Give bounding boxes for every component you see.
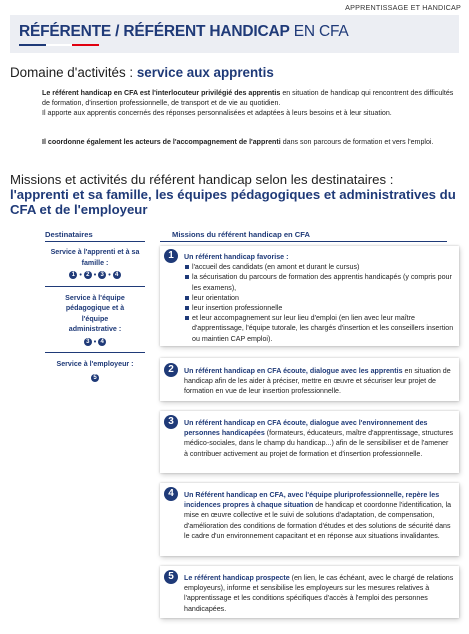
title-band [10,15,459,53]
mission-card-4-bold: Un Référent handicap en CFA, avec l'équipe pluriprofessionnelle, repère les incidences propres à chaque situation [184,491,440,510]
mission-card-2-bold: Un référent handicap en CFA écoute, dialogue avec les apprentis [184,367,403,375]
list-item: l'accueil des candidats (en amont et durant le cursus) [184,262,454,272]
destinataire-equipe-label: Service à l'équipe pédagogique et à l'équipe administrative : [65,293,125,333]
domain-heading-lead: Domaine d'activités : [10,65,137,80]
domain-p3-bold: Il coordonne également les acteurs de l'accompagnement de l'apprenti [42,138,281,146]
domain-paragraph-2: Il apporte aux apprentis concernés des réponses personnalisées et adaptées à leurs besoins et à leur situation. [42,109,392,117]
list-item: leur insertion professionnelle [184,303,454,313]
number-dot: 3 [84,338,92,346]
column-header-destinataires-label: Destinataires [45,230,93,239]
mission-card-2-rest: en situation de handicap afin de les aider à préciser, mettre en œuvre et sécuriser leur projet de formation en vue de leur insertion professionnelle. [184,367,451,396]
number-dot: 2 [84,271,92,279]
mission-number-badge-4: 4 [164,487,178,501]
number-dot: 1 [69,271,77,279]
missions-heading [10,172,462,217]
list-item: la sécurisation du parcours de formation des apprentis handicapés (y compris pour les examens), [184,272,454,292]
missions-heading-lead: Missions et activités du référent handicap selon les destinataires : [10,172,394,187]
mission-card-5-rest: (en lien, le cas échéant, avec le chargé de relations employeurs), informe et sensibilise les employeurs sur les mesures relatives à l'apprentissage et les conditions spécifiques d'accès à l'emploi des personnes handicapées. [184,574,454,613]
column-header-destinataires [45,230,93,239]
column-header-missions-label: Missions du référent handicap en CFA [172,230,310,239]
missions-heading-highlight: l'apprenti et sa famille, les équipes pédagogiques et administratives du CFA et de l'employeur [10,187,456,217]
number-dot: 4 [113,271,121,279]
flag-white [46,44,73,46]
domain-heading [10,65,274,80]
mission-card-3-bold: Un référent handicap en CFA écoute, dialogue avec l'environnement des personnes handicapées [184,419,428,438]
mission-card-1-title: Un référent handicap favorise : [184,253,289,261]
number-dot: 3 [98,271,106,279]
page-title [19,23,349,41]
document-category: APPRENTISSAGE ET HANDICAP [345,3,461,12]
destinataire-apprenti [45,247,145,281]
domain-paragraph-1 [42,88,460,108]
domain-paragraph-3 [42,137,460,147]
mission-number-badge-3: 3 [164,415,178,429]
divider [45,286,145,287]
mission-card-4-rest: de handicap et coordonne l'identification, la mise en œuvre collective et le suivi de solutions d'adaptation, de compensation, d'amélioration des conditions de formation d'études et des solutions de sécurité dans le cadre d'un environnement capacitant et en réponse aux situations invalidantes. [184,501,452,540]
destinataire-employeur [45,359,145,383]
mission-card-3-rest: (formateurs, éducateurs, maître d'apprentissage, structures médico-sociales, dans le champ du handicap...) afin de le sensibiliser et de l'amener à contribuer activement au projet de formation et d'insertion professionnelle. [184,429,454,458]
mission-card-5-bold: Le référent handicap prospecte [184,574,290,582]
destinataire-employeur-numbers [47,373,143,384]
flag-red [72,44,99,46]
column-header-missions [172,230,310,239]
mission-card-2-text [184,366,454,397]
destinataire-equipe-numbers: 3 • 4 [59,337,131,348]
divider [45,352,145,353]
mission-card-1-text [184,252,454,344]
flag-blue [19,44,46,46]
domain-p3-rest: dans son parcours de formation et vers l'emploi. [280,138,434,146]
destinataire-employeur-label: Service à l'employeur : [56,360,134,368]
list-item: leur orientation [184,293,454,303]
destinataire-apprenti-label: Service à l'apprenti et à sa famille : [50,248,140,267]
number-dot: 4 [98,338,106,346]
mission-number-badge-2: 2 [164,363,178,377]
list-item: et leur accompagnement sur leur lieu d'emploi (en lien avec leur maître d'apprentissage, l'équipe tutorale, les chargés d'insertion et les conseillers insertion ou maintien CAP emploi). [184,313,454,344]
title-bold: RÉFÉRENTE / RÉFÉRENT HANDICAP [19,23,290,40]
french-flag-stripe [19,44,99,46]
number-dot: 5 [91,374,99,382]
mission-card-4-text [184,490,454,541]
destinataire-equipe [45,293,145,348]
mission-number-badge-5: 5 [164,570,178,584]
domain-p1-rest: en situation de handicap qui rencontrent des difficultés de formation, d'insertion professionnelle, de transport et de vie au quotidien. [42,89,454,108]
domain-heading-highlight: service aux apprentis [136,65,274,80]
destinataire-apprenti-numbers: 1 • 2 • 3 • 4 [47,270,143,281]
mission-card-3-text [184,418,454,459]
mission-number-badge-1: 1 [164,249,178,263]
mission-card-5-text [184,573,454,614]
domain-p1-bold: Le référent handicap en CFA est l'interlocuteur privilégié des apprentis [42,89,281,97]
destinataires-list [45,247,145,383]
title-regular: EN CFA [289,23,349,40]
